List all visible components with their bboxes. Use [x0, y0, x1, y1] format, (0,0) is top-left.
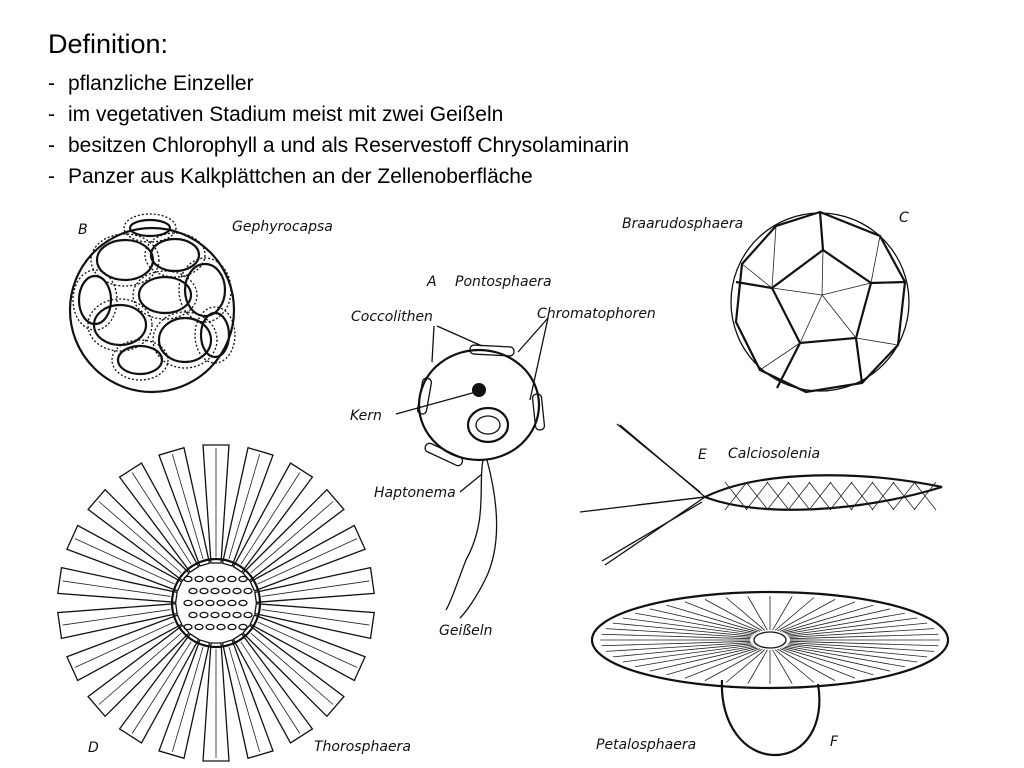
disc-ray [790, 641, 939, 645]
coccolith [94, 305, 146, 345]
spine [159, 448, 210, 566]
braarudosphaera-drawing [731, 212, 909, 392]
disc-ray [601, 634, 750, 638]
surface-plate [217, 576, 225, 581]
petalosphaera-drawing [592, 592, 948, 755]
spine [255, 604, 374, 639]
spine [233, 463, 312, 572]
bullet-item: - Panzer aus Kalkplättchen an der Zellenoberfläche [48, 165, 533, 188]
spine [233, 634, 312, 743]
spine-midline [262, 610, 370, 626]
surface-plate [222, 612, 230, 617]
callout-chromatophoren: Chromatophoren [537, 306, 656, 322]
surface-plate [233, 612, 241, 617]
bullet-text: pflanzliche Einzeller [68, 72, 254, 95]
surface-plate [184, 600, 192, 605]
spine-midline [229, 454, 260, 559]
spine [120, 634, 199, 743]
disc-ray [650, 647, 756, 671]
disc-ray [601, 641, 750, 645]
spine [255, 568, 374, 603]
disc-ray [748, 596, 768, 630]
panel-name-a: Pontosphaera [455, 274, 552, 290]
disc-ray [650, 609, 756, 633]
bullet-item: - besitzen Chlorophyll a und als Reservestoff Chrysolaminarin [48, 134, 630, 157]
panel-name-d: Thorosphaera [314, 739, 411, 755]
disc-ray [773, 596, 793, 630]
surface-plate [195, 600, 203, 605]
disc-ray [790, 634, 939, 638]
surface-plate [200, 588, 208, 593]
surface-plate [206, 600, 214, 605]
spine-midline [63, 610, 171, 626]
surface-plate [239, 624, 247, 629]
bullet-text: Panzer aus Kalkplättchen an der Zellenoberfläche [68, 165, 533, 188]
spine [223, 640, 274, 758]
bullet-text: im vegetativen Stadium meist mit zwei Geißeln [68, 103, 504, 126]
surface-plate [195, 576, 203, 581]
coccolith-rim [133, 271, 197, 319]
spine [159, 640, 210, 758]
surface-plate [206, 624, 214, 629]
spine-midline [75, 622, 174, 667]
surface-plate [184, 624, 192, 629]
disc-ray [667, 648, 758, 675]
panel-letter-d: D [88, 740, 99, 756]
panel-letter-f: F [830, 734, 839, 750]
panel-name-b: Gephyrocapsa [232, 219, 333, 235]
spine-midline [262, 581, 370, 597]
surface-plate [228, 600, 236, 605]
surface-plate [217, 600, 225, 605]
callout-kern: Kern [350, 408, 382, 424]
coccolith [139, 277, 191, 313]
disc-ray [782, 605, 873, 632]
disc-ray [667, 605, 758, 632]
surface-plate [189, 612, 197, 617]
surface-plate [184, 576, 192, 581]
bullet-text: besitzen Chlorophyll a und als Reservestoff Chrysolaminarin [68, 134, 630, 157]
panel-letter-e: E [698, 447, 707, 463]
surface-plate [228, 576, 236, 581]
coccolith [201, 313, 229, 357]
spine-midline [229, 647, 260, 752]
coccolith [118, 346, 162, 374]
coccolith-rim [88, 299, 152, 351]
bullet-item: - pflanzliche Einzeller [48, 72, 254, 95]
spine-midline [172, 647, 203, 752]
surface-plate [200, 612, 208, 617]
pontosphaera-drawing [396, 318, 548, 618]
surface-plate [222, 588, 230, 593]
spine-midline [258, 622, 357, 667]
spine [58, 604, 177, 639]
surface-plate [244, 588, 252, 593]
slide-title: Definition: [48, 29, 169, 59]
panel-letter-a: A [427, 274, 437, 290]
spine-midline [63, 581, 171, 597]
surface-plate [211, 588, 219, 593]
spine [223, 448, 274, 566]
bullet-item: - im vegetativen Stadium meist mit zwei Geißeln [48, 103, 504, 126]
disc-ray [784, 609, 890, 633]
thorosphaera-drawing [58, 445, 374, 761]
callout-haptonema: Haptonema [374, 485, 456, 501]
disc-ray [748, 650, 768, 684]
disc-ray [784, 647, 890, 671]
gephyrocapsa-drawing [70, 214, 235, 392]
callout-geisseln: Geißeln [439, 623, 493, 639]
surface-plate [217, 624, 225, 629]
callout-coccolithen: Coccolithen [351, 309, 433, 325]
surface-plate [228, 624, 236, 629]
coccolith [151, 239, 199, 271]
surface-plate [195, 624, 203, 629]
spine-midline [75, 539, 174, 584]
panel-name-f: Petalosphaera [596, 737, 697, 753]
panel-letter-b: B [78, 222, 88, 238]
surface-plate [206, 576, 214, 581]
spine [58, 568, 177, 603]
surface-plate [244, 612, 252, 617]
disc-ray [782, 648, 873, 675]
panel-name-e: Calciosolenia [728, 446, 821, 462]
panel-letter-c: C [899, 210, 909, 226]
spine-midline [172, 454, 203, 559]
surface-plate [189, 588, 197, 593]
surface-plate [233, 588, 241, 593]
coccolith [97, 240, 153, 280]
disc-ray [773, 650, 793, 684]
surface-plate [211, 612, 219, 617]
spine-midline [258, 539, 357, 584]
surface-plate [239, 600, 247, 605]
spine [120, 463, 199, 572]
panel-name-c: Braarudosphaera [622, 216, 744, 232]
surface-plate [239, 576, 247, 581]
